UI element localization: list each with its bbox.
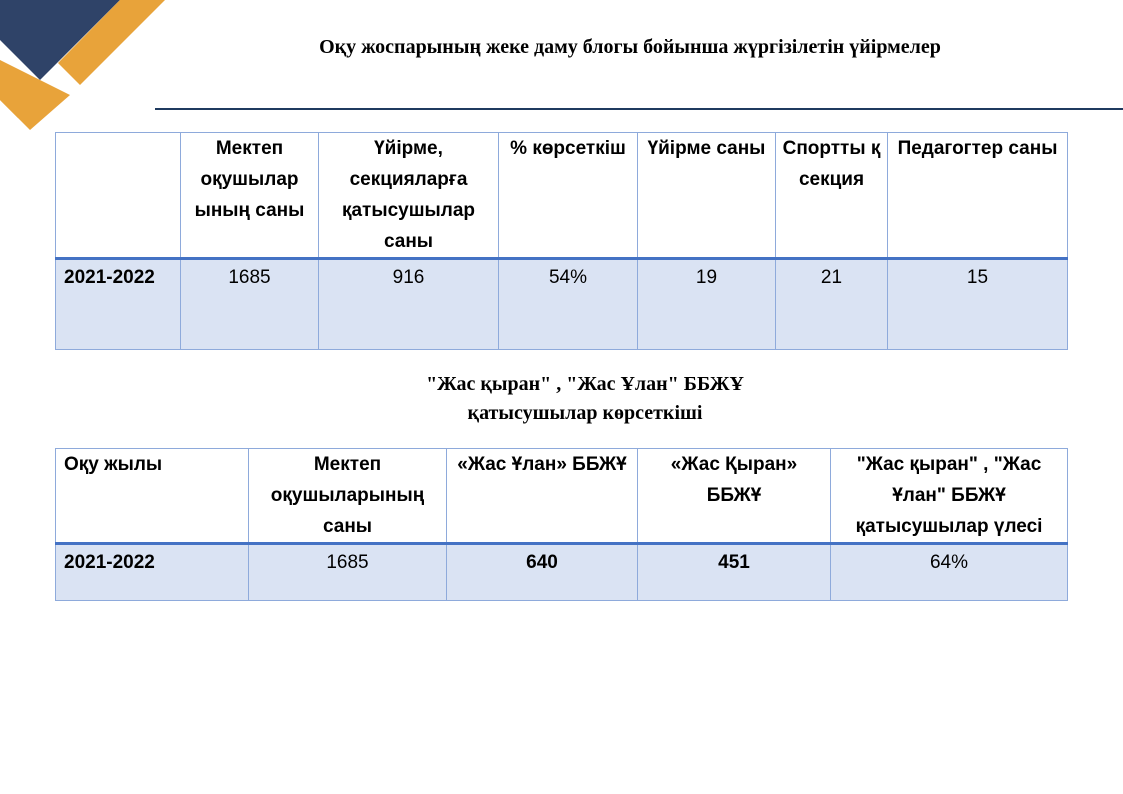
table-header-row (56, 133, 1068, 259)
table-cell: 916 (319, 259, 499, 350)
table-row (56, 259, 1068, 350)
header-cell: Мектеп оқушылар ының саны (181, 133, 319, 259)
table-cell: 15 (888, 259, 1068, 350)
year-cell: 2021-2022 (56, 544, 249, 601)
table-cell: 54% (499, 259, 638, 350)
table-row (56, 544, 1068, 601)
table-cell: 1685 (181, 259, 319, 350)
page-title: Оқу жоспарының жеке даму блогы бойынша жүргізілетін үйірмелер (319, 36, 941, 58)
header-cell: Оқу жылы (56, 449, 249, 544)
header-cell: Мектеп оқушыларының саны (249, 449, 447, 544)
corner-decoration (0, 0, 200, 140)
table-cell: 21 (776, 259, 888, 350)
header-cell: Педагогтер саны (888, 133, 1068, 259)
section-title (200, 370, 970, 428)
organizations-table (55, 448, 1068, 601)
table-header-row (56, 449, 1068, 544)
header-cell: "Жас қыран" , "Жас Ұлан" ББЖҰ қатысушылар үлесі (831, 449, 1068, 544)
title-divider (155, 108, 1123, 110)
table-cell: 19 (638, 259, 776, 350)
table-cell: 451 (638, 544, 831, 601)
header-cell: Үйірме саны (638, 133, 776, 259)
section-title-line1: "Жас қыран" , "Жас Ұлан" ББЖҰ (426, 373, 744, 395)
clubs-table (55, 132, 1068, 350)
header-cell: «Жас Ұлан» ББЖҰ (447, 449, 638, 544)
header-cell: % көрсеткіш (499, 133, 638, 259)
table-cell: 640 (447, 544, 638, 601)
section-title-line2: қатысушылар көрсеткіші (467, 402, 703, 424)
header-cell: Спортты қ секция (776, 133, 888, 259)
header-cell: «Жас Қыран» ББЖҰ (638, 449, 831, 544)
year-cell: 2021-2022 (56, 259, 181, 350)
table-cell: 64% (831, 544, 1068, 601)
header-cell (56, 133, 181, 259)
table-cell: 1685 (249, 544, 447, 601)
header-cell: Үйірме, секцияларға қатысушылар саны (319, 133, 499, 259)
